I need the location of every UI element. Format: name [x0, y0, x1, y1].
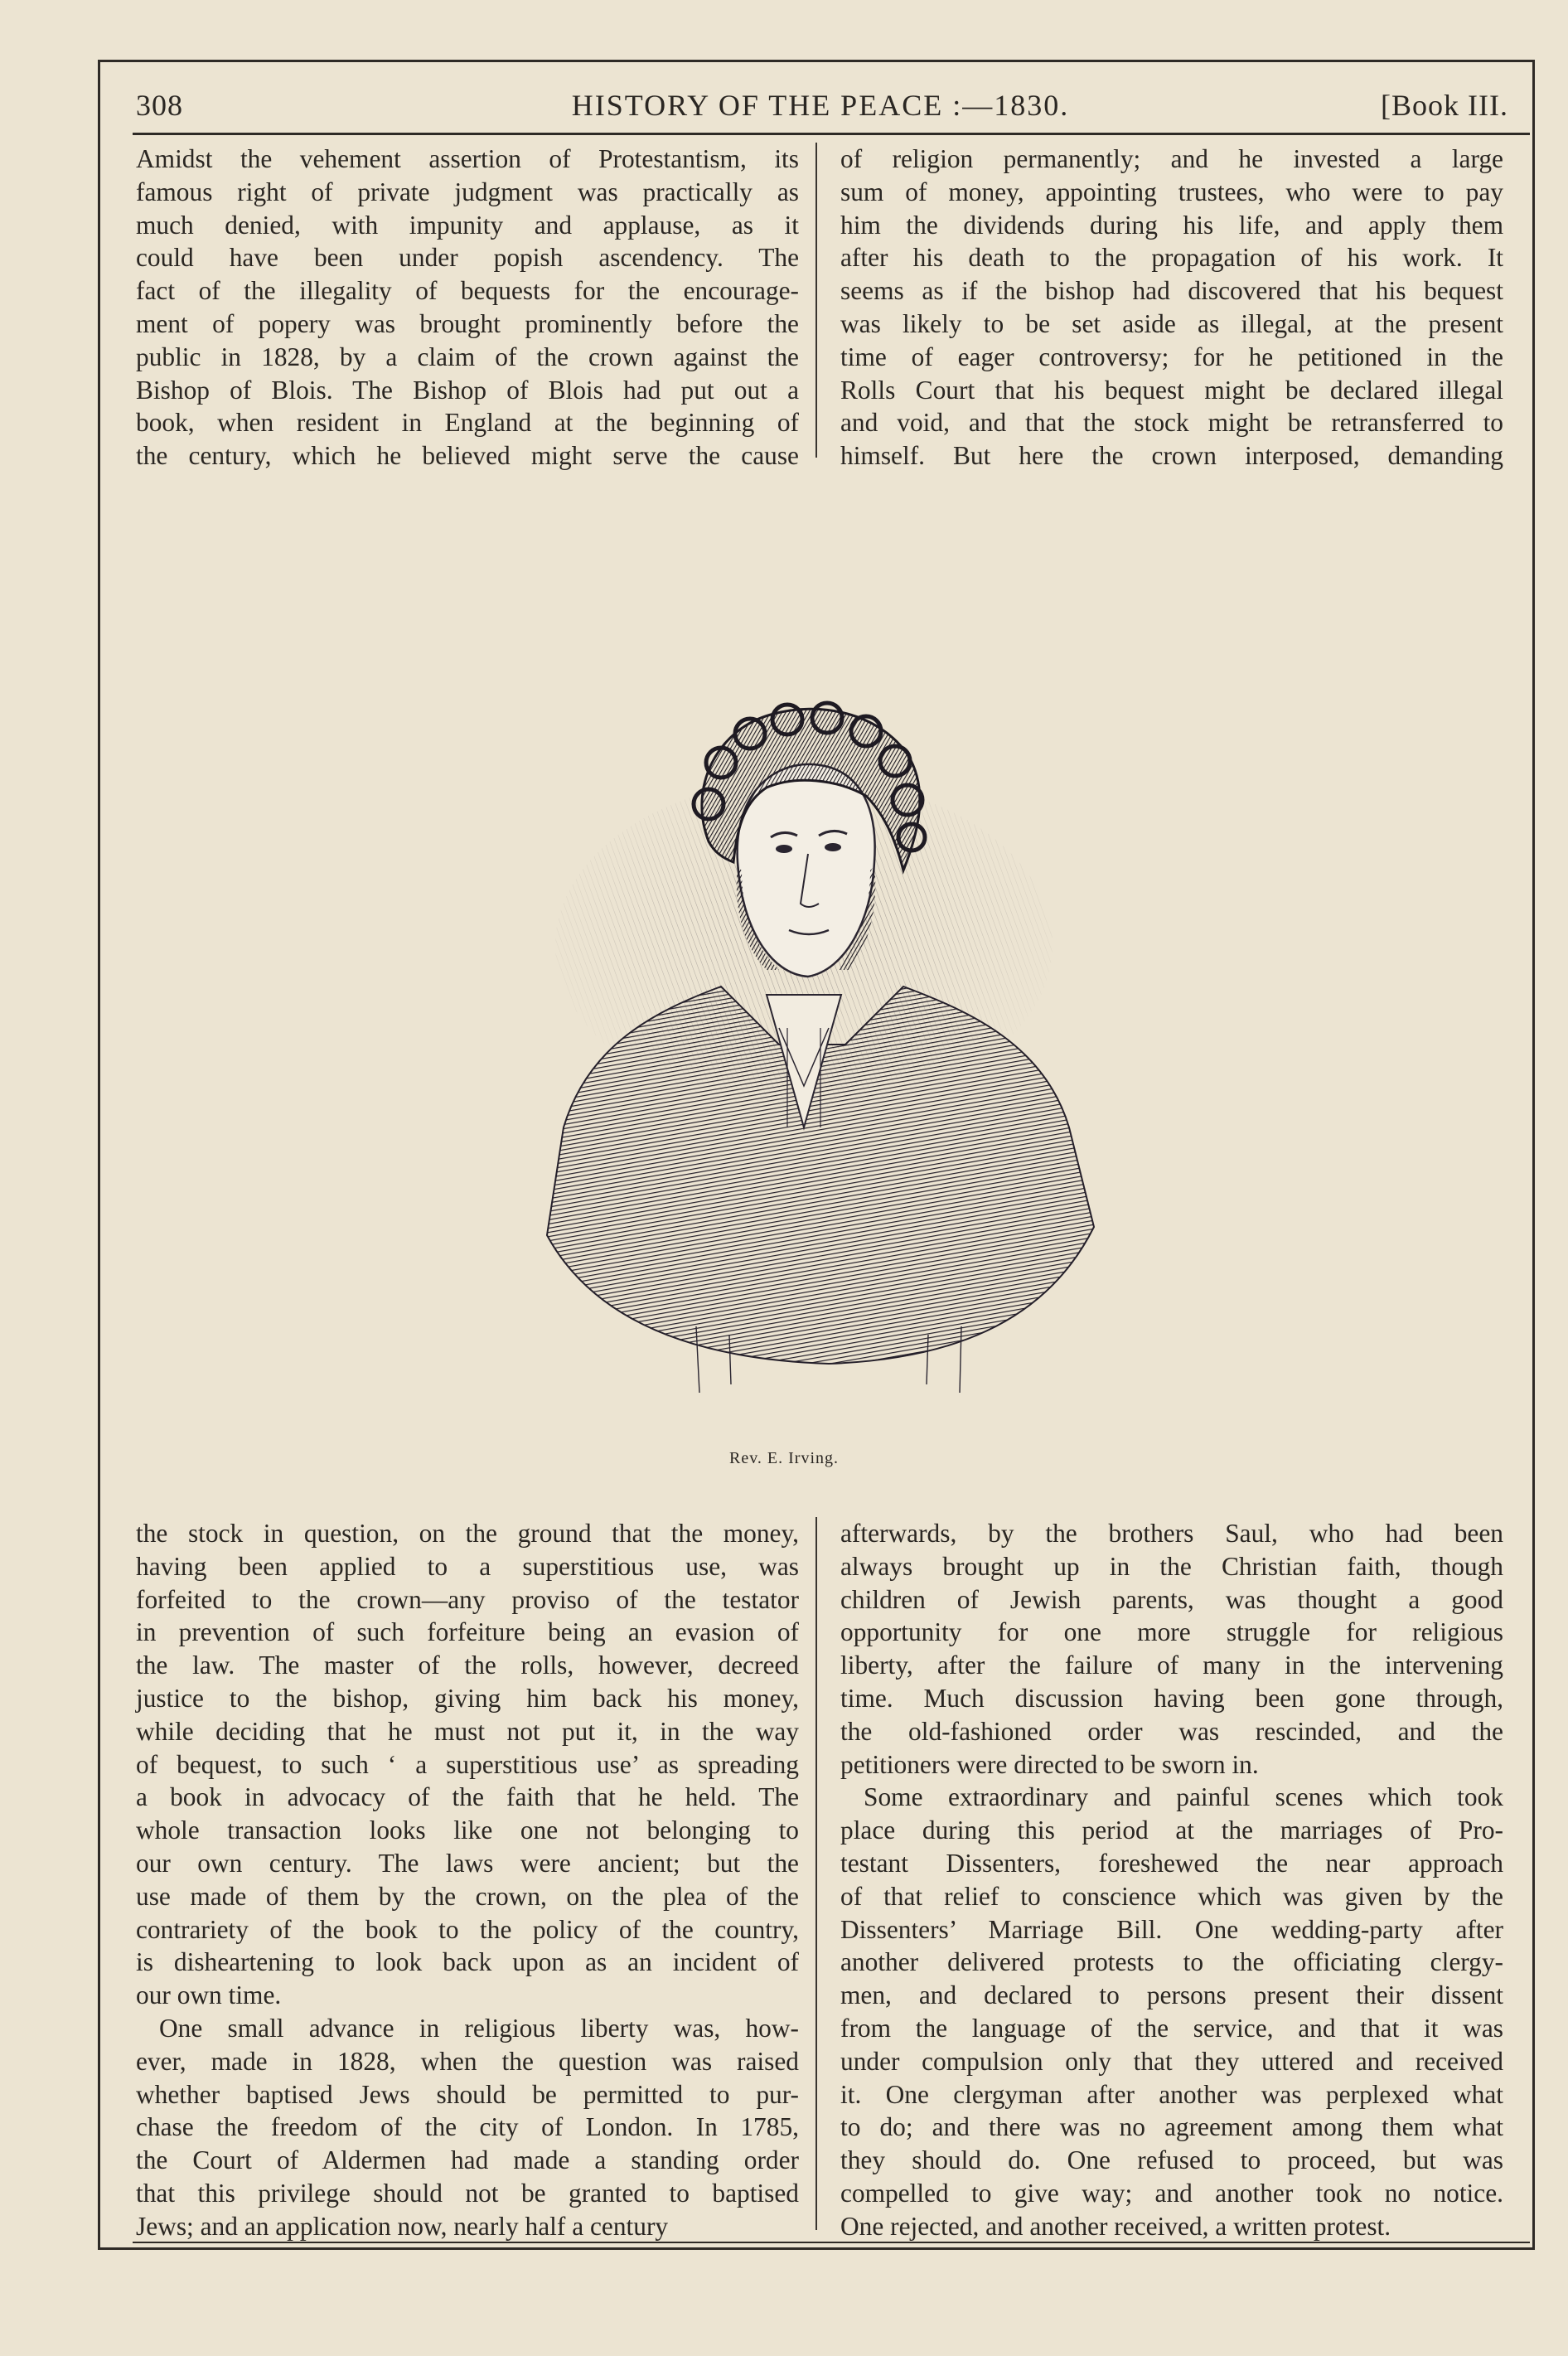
text-line: testant Dissenters, foreshewed the near approach — [840, 1848, 1503, 1878]
text-line: place during this period at the marriages of Pro- — [840, 1815, 1503, 1845]
text-line: Some extraordinary and painful scenes which took — [864, 1782, 1503, 1812]
text-line: famous right of private judgment was practically as — [136, 177, 799, 206]
text-line: that this privilege should not be granted to baptised — [136, 2178, 799, 2208]
text-line: forfeited to the crown—any proviso of the testator — [136, 1584, 799, 1614]
text-line: under compulsion only that they uttered and received — [840, 2046, 1503, 2076]
text-line: contrariety of the book to the policy of the country, — [136, 1914, 799, 1944]
text-line: the law. The master of the rolls, however, decreed — [136, 1651, 799, 1680]
bottom-column-divider — [815, 1517, 817, 2230]
text-line: public in 1828, by a claim of the crown against the — [136, 342, 799, 371]
bottom-rule — [133, 2242, 1530, 2243]
text-line: Amidst the vehement assertion of Protestantism, its — [136, 144, 799, 173]
text-line: justice to the bishop, giving him back his money, — [136, 1683, 799, 1713]
text-line: in prevention of such forfeiture being an evasion of — [136, 1617, 799, 1647]
text-line: him the dividends during his life, and apply them — [840, 210, 1503, 240]
text-line: always brought up in the Christian faith, though — [840, 1551, 1503, 1581]
bottom-right-column — [840, 1517, 1503, 2243]
text-line: much denied, with impunity and applause, as it — [136, 210, 799, 240]
text-line: the stock in question, on the ground that the money, — [136, 1519, 799, 1548]
text-line: children of Jewish parents, was thought a good — [840, 1584, 1503, 1614]
text-line: a book in advocacy of the faith that he held. The — [136, 1782, 799, 1812]
text-line: sum of money, appointing trustees, who were to pay — [840, 177, 1503, 206]
portrait-caption: Rev. E. Irving. — [728, 1449, 839, 1467]
text-line: men, and declared to persons present their dissent — [840, 1980, 1503, 2010]
text-line: to do; and there was no agreement among them what — [840, 2112, 1503, 2142]
top-column-divider — [815, 143, 817, 458]
text-line: after his death to the propagation of his work. It — [840, 243, 1503, 273]
text-line: having been applied to a superstitious use, was — [136, 1551, 799, 1581]
page-number: 308 — [136, 89, 183, 122]
text-line: time of eager controversy; for he petitioned in the — [840, 342, 1503, 371]
text-line: was likely to be set aside as illegal, at the present — [840, 308, 1503, 338]
text-line: himself. But here the crown interposed, demanding — [840, 441, 1503, 471]
text-line: fact of the illegality of bequests for the encourage- — [136, 276, 799, 306]
text-line: liberty, after the failure of many in the intervening — [840, 1651, 1503, 1680]
text-line: ment of popery was brought prominently before the — [136, 308, 799, 338]
header-rule — [133, 133, 1530, 135]
text-line: our own century. The laws were ancient; but the — [136, 1848, 799, 1878]
text-line: whole transaction looks like one not belonging to — [136, 1815, 799, 1845]
bottom-left-column — [136, 1517, 799, 2243]
text-line: seems as if the bishop had discovered that his bequest — [840, 276, 1503, 306]
text-line: could have been under popish ascendency. The — [136, 243, 799, 273]
text-line: the old-fashioned order was rescinded, and the — [840, 1716, 1503, 1746]
text-line: Dissenters’ Marriage Bill. One wedding-party after — [840, 1914, 1503, 1944]
text-line: Bishop of Blois. The Bishop of Blois had put out a — [136, 375, 799, 405]
text-line: it. One clergyman after another was perplexed what — [840, 2079, 1503, 2109]
top-right-column — [840, 143, 1503, 473]
text-line: time. Much discussion having been gone through, — [840, 1683, 1503, 1713]
text-line: another delivered protests to the officiating clergy- — [840, 1947, 1503, 1977]
text-line: petitioners were directed to be sworn in. — [840, 1749, 1259, 1779]
portrait-engraving — [530, 696, 1127, 1393]
text-line: afterwards, by the brothers Saul, who had been — [840, 1519, 1503, 1548]
text-line: book, when resident in England at the beginning of — [136, 408, 799, 438]
text-line: whether baptised Jews should be permitted to pur- — [136, 2079, 799, 2109]
top-left-column — [136, 143, 799, 473]
text-line: Rolls Court that his bequest might be declared illegal — [840, 375, 1503, 405]
text-line: opportunity for one more struggle for religious — [840, 1617, 1503, 1647]
text-line: One rejected, and another received, a written protest. — [840, 2211, 1391, 2241]
text-line: One small advance in religious liberty was, how- — [159, 2013, 799, 2043]
text-line: and void, and that the stock might be retransferred to — [840, 408, 1503, 438]
text-line: is disheartening to look back upon as an incident of — [136, 1947, 799, 1977]
text-line: they should do. One refused to proceed, but was — [840, 2145, 1503, 2175]
text-line: the century, which he believed might serve the cause — [136, 441, 799, 471]
text-line: ever, made in 1828, when the question was raised — [136, 2046, 799, 2076]
text-line: the Court of Aldermen had made a standing order — [136, 2145, 799, 2175]
book-label: [Book III. — [1381, 89, 1508, 122]
text-line: compelled to give way; and another took no notice. — [840, 2178, 1503, 2208]
text-line: while deciding that he must not put it, in the way — [136, 1716, 799, 1746]
text-line: Jews; and an application now, nearly half a century — [136, 2211, 669, 2241]
text-line: of religion permanently; and he invested a large — [840, 144, 1503, 173]
text-line: of that relief to conscience which was given by the — [840, 1881, 1503, 1911]
text-line: our own time. — [136, 1980, 282, 2010]
running-header — [133, 83, 1508, 133]
text-line: chase the freedom of the city of London. In 1785, — [136, 2112, 799, 2142]
text-line: of bequest, to such ‘ a superstitious use’ as spreading — [136, 1749, 799, 1779]
running-title: HISTORY OF THE PEACE :—1830. — [571, 89, 1070, 122]
text-line: from the language of the service, and that it was — [840, 2013, 1503, 2043]
text-line: use made of them by the crown, on the plea of the — [136, 1881, 799, 1911]
